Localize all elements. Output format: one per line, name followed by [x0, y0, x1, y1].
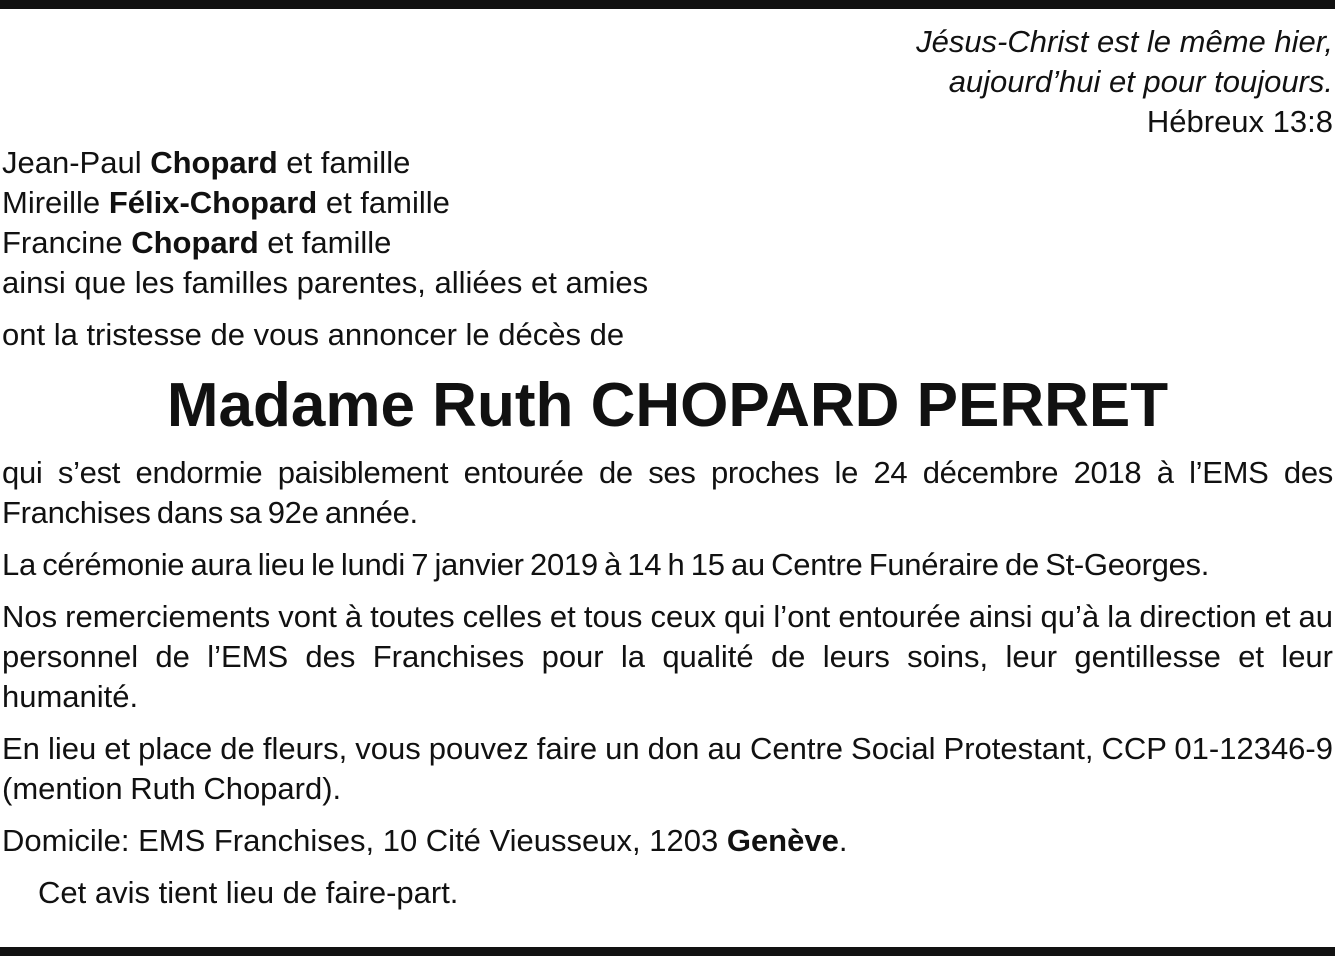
family-line — [2, 143, 1333, 183]
death-details: qui s’est endormie paisiblement entourée de ses proches le 24 décembre 2018 à l’EMS des Franchises dans sa 92e année. — [2, 455, 1333, 530]
family-suffix: et famille — [325, 185, 450, 220]
ceremony-details: La cérémonie aura lieu le lundi 7 janvier 2019 à 14 h 15 au Centre Funéraire de St-Georges. — [2, 547, 1210, 582]
family-first-name: Jean-Paul — [2, 145, 142, 180]
family-suffix: et famille — [267, 225, 392, 260]
top-rule — [0, 0, 1335, 9]
donation-paragraph: En lieu et place de fleurs, vous pouvez faire un don au Centre Social Protestant, CCP 01-12346-9 (mention Ruth Chopard). — [2, 731, 1333, 806]
thanks-paragraph: Nos remerciements vont à toutes celles et tous ceux qui l’ont entourée ainsi qu’à la direction et au personnel de l’EMS des Franchises pour la qualité de leurs soins, leur gentillesse et leur humanité. — [2, 599, 1333, 714]
family-first-name: Francine — [2, 225, 123, 260]
verse-line-1: Jésus-Christ est le même hier, — [916, 24, 1333, 59]
announcement-line: ont la tristesse de vous annoncer le décès de — [2, 317, 625, 352]
bottom-rule — [0, 947, 1335, 956]
notice-line: Cet avis tient lieu de faire-part. — [38, 875, 459, 910]
domicile-end: . — [838, 823, 848, 858]
family-first-name: Mireille — [2, 185, 101, 220]
domicile-address: Domicile: EMS Franchises, 10 Cité Vieusseux, 1203 — [2, 823, 719, 858]
domicile-city: Genève — [726, 823, 839, 858]
family-line — [2, 223, 1333, 263]
obituary-notice — [2, 22, 1333, 913]
bible-verse — [2, 22, 1333, 142]
family-last-name: Félix-Chopard — [108, 185, 318, 220]
deceased-name: Madame Ruth CHOPARD PERRET — [166, 371, 1169, 440]
family-list — [2, 143, 1333, 303]
relatives-line: ainsi que les familles parentes, alliées et amies — [2, 265, 649, 300]
verse-reference: Hébreux 13:8 — [1146, 104, 1333, 139]
domicile-line — [2, 821, 1333, 861]
family-line — [2, 183, 1333, 223]
family-last-name: Chopard — [131, 225, 259, 260]
family-last-name: Chopard — [150, 145, 278, 180]
family-suffix: et famille — [286, 145, 411, 180]
verse-line-2: aujourd’hui et pour toujours. — [948, 64, 1333, 99]
